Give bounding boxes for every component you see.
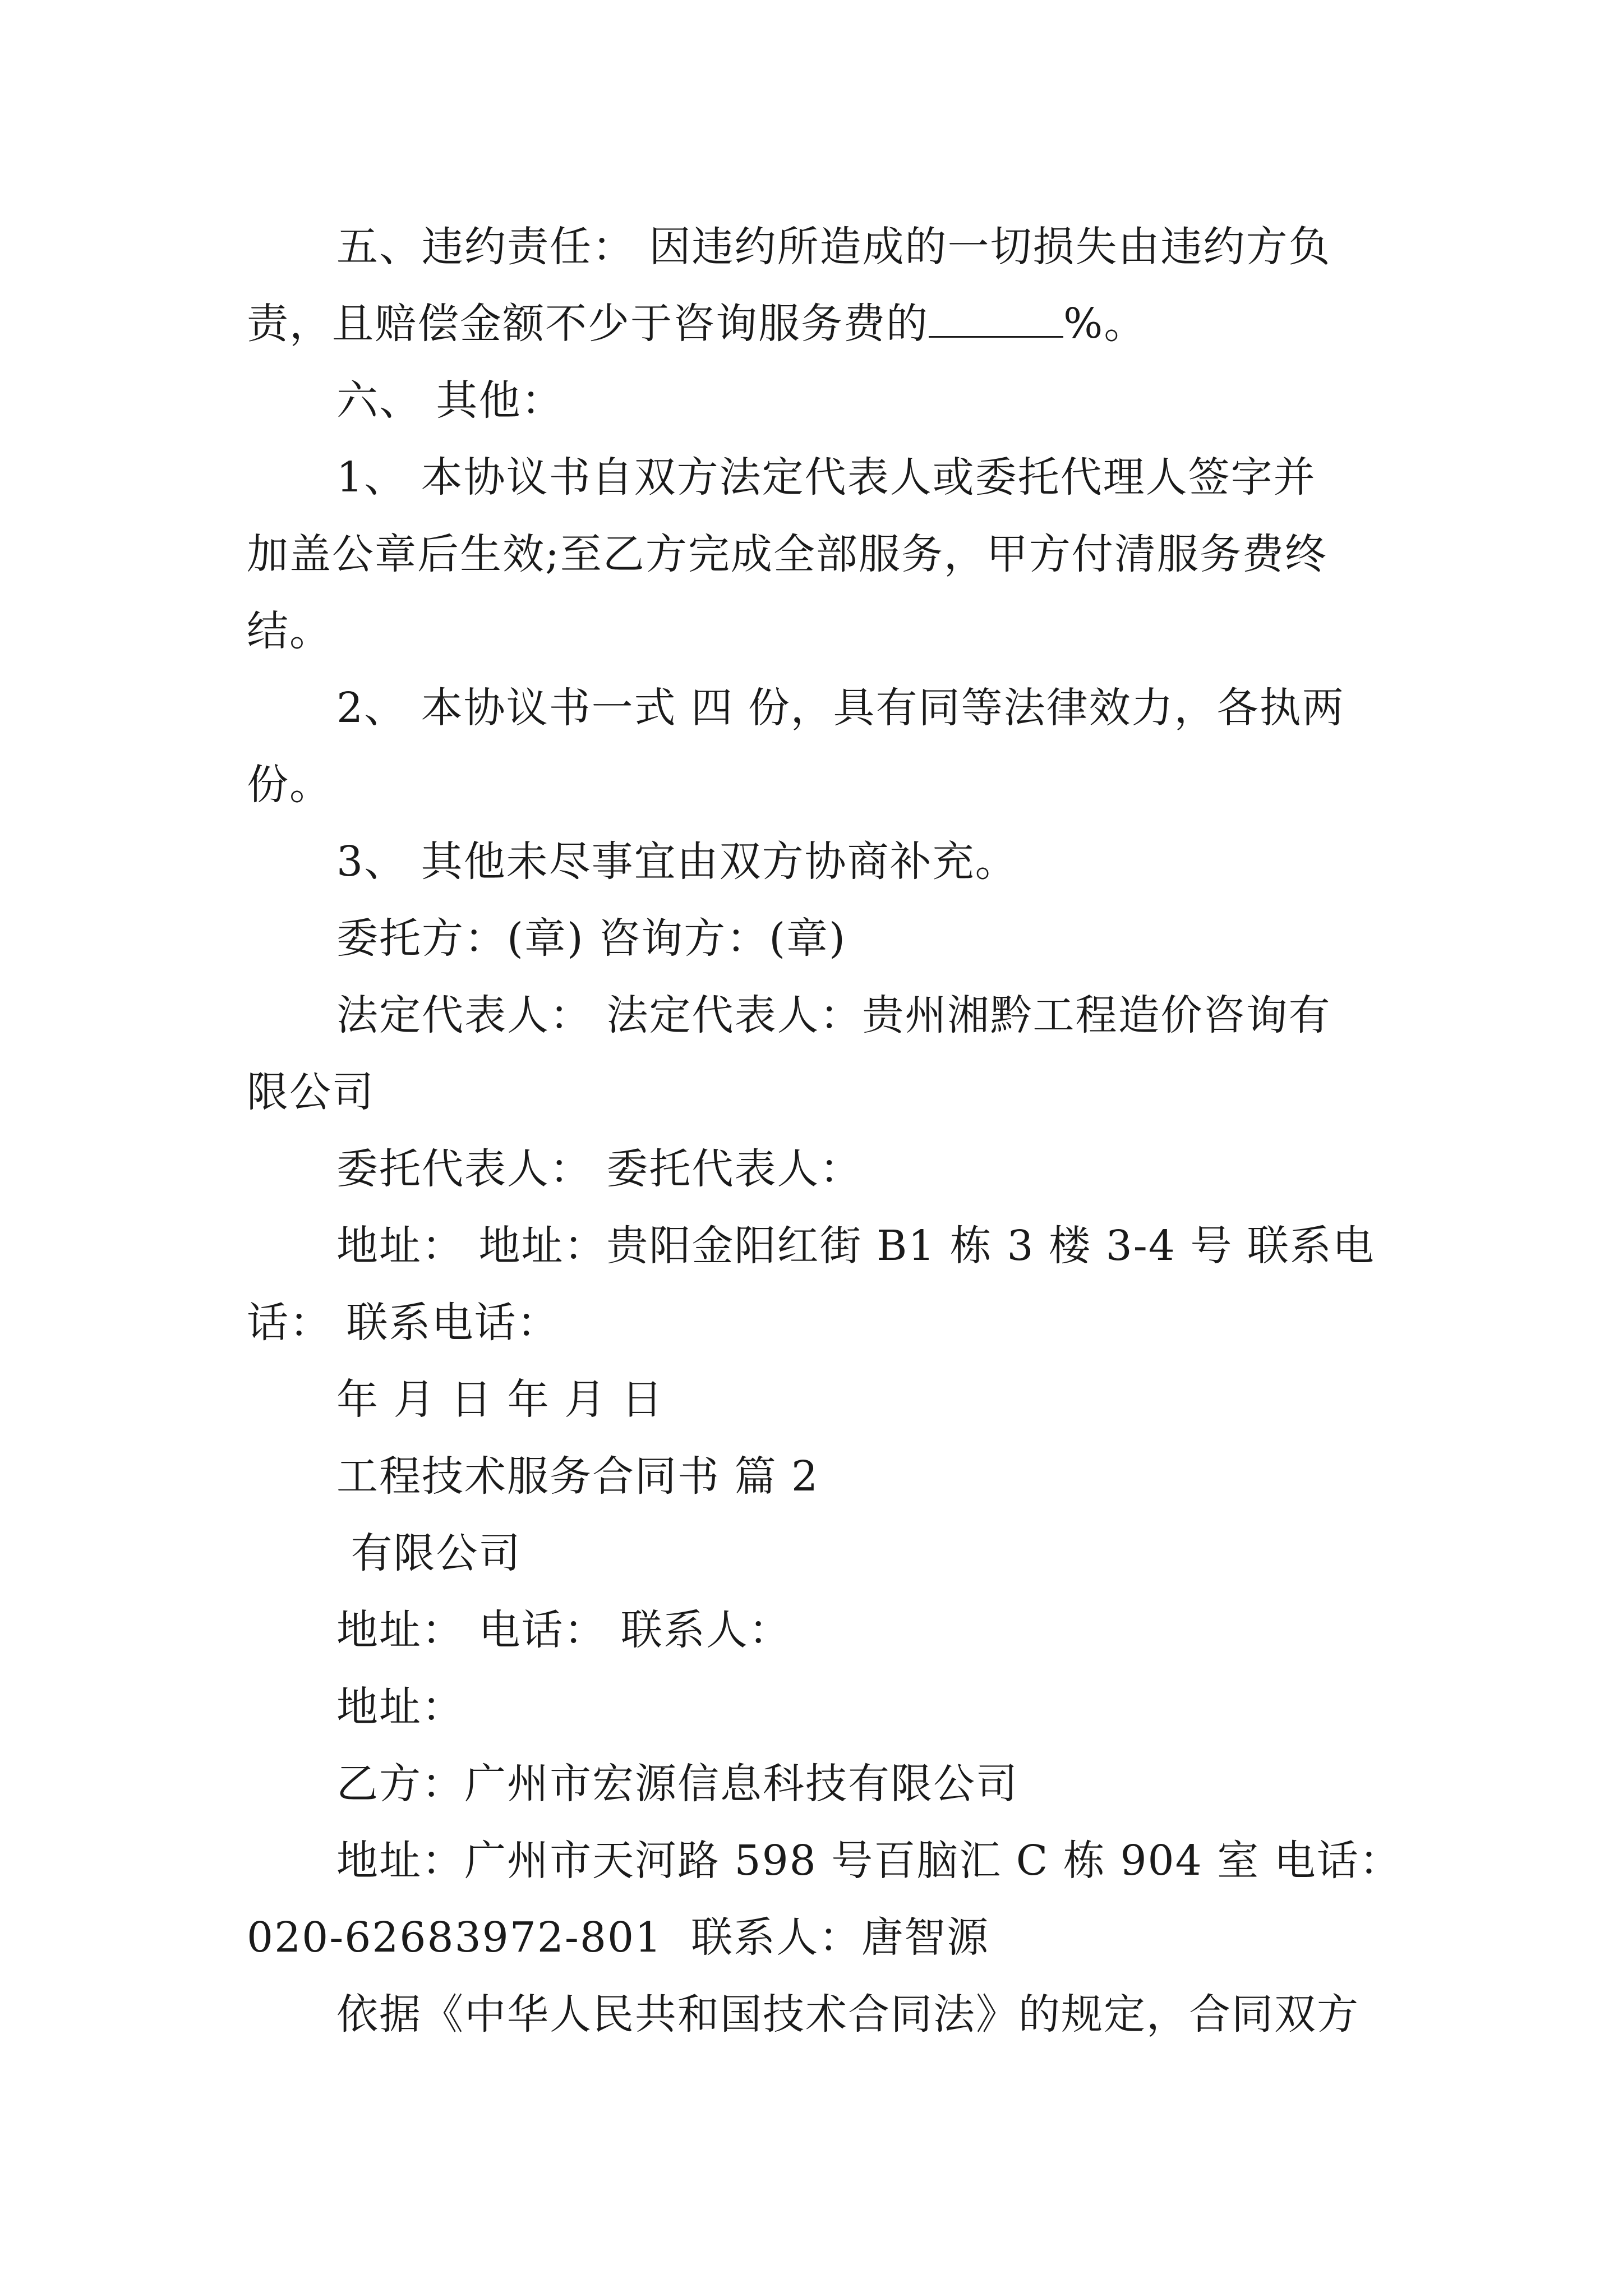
text-line: 地址： 地址：贵阳金阳红街 B1 栋 3 楼 3-4 号 联系电 bbox=[336, 1222, 1375, 1270]
text-line: 限公司 bbox=[247, 1068, 375, 1116]
text-line: 委托代表人： 委托代表人： bbox=[336, 1145, 863, 1193]
text-line: 020-62683972-801 联系人：唐智源 bbox=[247, 1913, 990, 1962]
text-line: 1、 本协议书自双方法定代表人或委托代理人签字并 bbox=[336, 453, 1316, 501]
text-line: 依据《中华人民共和国技术合同法》的规定，合同双方 bbox=[336, 1990, 1359, 2039]
text-line: 委托方：(章) 咨询方：(章) bbox=[336, 914, 847, 963]
text-line: 乙方：广州市宏源信息科技有限公司 bbox=[336, 1760, 1018, 1808]
text-line: 地址： bbox=[336, 1683, 464, 1731]
text-line: 地址：广州市天河路 598 号百脑汇 C 栋 904 室 电话： bbox=[336, 1837, 1402, 1885]
text-line: 3、 其他未尽事宜由双方协商补充。 bbox=[336, 838, 1018, 886]
text-line bbox=[247, 293, 1146, 355]
section-heading: 六、 其他： bbox=[336, 376, 564, 425]
text-line: 法定代表人： 法定代表人：贵州湘黔工程造价咨询有 bbox=[336, 991, 1331, 1039]
text-segment: 责，且赔偿金额不少于咨询服务费的 bbox=[247, 300, 929, 348]
text-line: 份。 bbox=[247, 761, 332, 809]
text-segment: %。 bbox=[1063, 300, 1147, 348]
date-line: 年 月 日 年 月 日 bbox=[336, 1375, 664, 1424]
text-line: 加盖公章后生效;至乙方完成全部服务，甲方付清服务费终 bbox=[247, 530, 1327, 578]
fill-in-blank bbox=[929, 297, 1063, 338]
text-line: 2、 本协议书一式 四 份，具有同等法律效力，各执两 bbox=[336, 684, 1345, 732]
text-line: 结。 bbox=[247, 607, 332, 655]
text-line: 五、违约责任： 因违约所造成的一切损失由违约方负 bbox=[336, 223, 1331, 271]
text-line: 有限公司 bbox=[336, 1529, 522, 1577]
section-title: 工程技术服务合同书 篇 2 bbox=[336, 1452, 819, 1501]
text-line: 话： 联系电话： bbox=[247, 1299, 560, 1347]
text-line: 地址： 电话： 联系人： bbox=[336, 1606, 792, 1654]
